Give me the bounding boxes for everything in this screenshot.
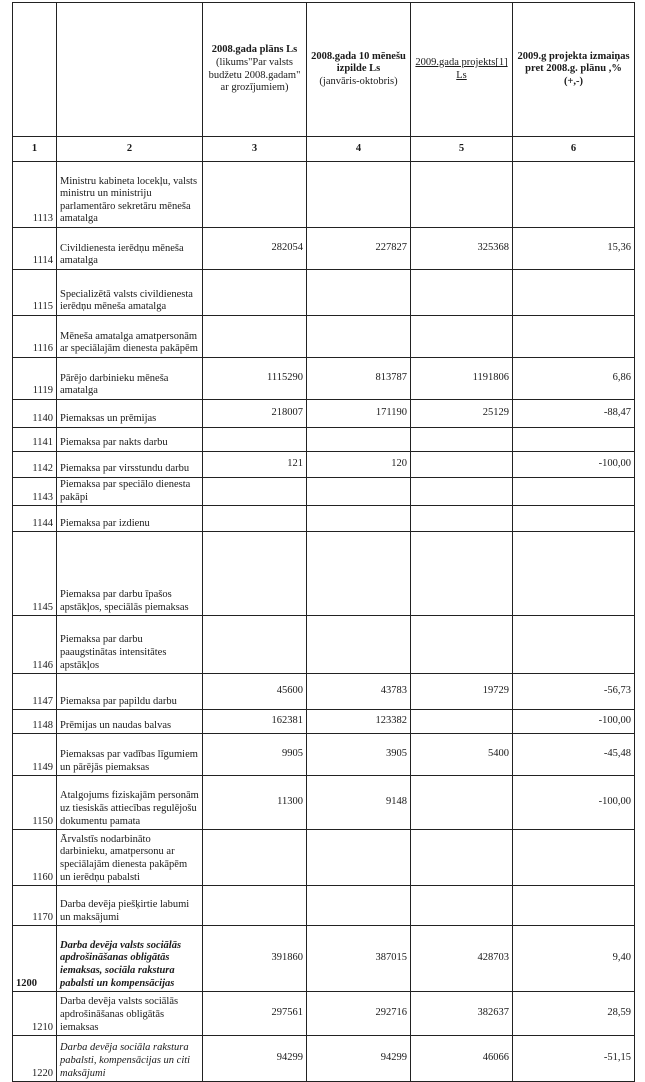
project-2009-cell [411,886,513,926]
execution-2008-cell: 3905 [307,734,411,776]
header-col3-note: (likums"Par valsts budžetu 2008.gadam" ar grozījumiem) [208,56,301,94]
plan-2008-cell [203,616,307,674]
project-2009-cell [411,616,513,674]
plan-2008-cell: 11300 [203,776,307,830]
table-row [13,734,635,776]
change-percent-cell: -45,48 [513,734,635,776]
change-percent-cell [513,506,635,532]
change-percent-cell [513,316,635,358]
project-2009-cell: 19729 [411,674,513,710]
project-2009-cell: 325368 [411,228,513,270]
table-row [13,506,635,532]
name-cell: Civildienesta ierēdņu mēneša amatalga [57,228,203,270]
execution-2008-cell: 227827 [307,228,411,270]
execution-2008-cell: 94299 [307,1036,411,1082]
change-percent-cell [513,478,635,506]
execution-2008-cell [307,616,411,674]
plan-2008-cell: 94299 [203,1036,307,1082]
name-cell: Piemaksa par virsstundu darbu [57,452,203,478]
name-cell: Darba devēja piešķirtie labumi un maksājumi [57,886,203,926]
project-2009-cell [411,506,513,532]
change-percent-cell: 15,36 [513,228,635,270]
execution-2008-cell [307,886,411,926]
change-percent-cell: -100,00 [513,776,635,830]
execution-2008-cell: 123382 [307,710,411,734]
change-percent-cell [513,162,635,228]
code-cell: 1147 [13,674,57,710]
table-row [13,616,635,674]
table-row [13,358,635,400]
code-cell: 1143 [13,478,57,506]
project-2009-cell [411,776,513,830]
execution-2008-cell [307,506,411,532]
name-cell: Darba devēja sociāla rakstura pabalsti, kompensācijas un citi maksājumi [57,1036,203,1082]
plan-2008-cell: 218007 [203,400,307,428]
code-cell: 1115 [13,270,57,316]
project-2009-cell: 382637 [411,992,513,1036]
column-number: 1 [13,137,57,162]
execution-2008-cell [307,830,411,886]
table-row [13,830,635,886]
execution-2008-cell: 120 [307,452,411,478]
column-number: 6 [513,137,635,162]
change-percent-cell [513,886,635,926]
header-col1 [13,3,57,137]
project-2009-cell [411,316,513,358]
column-number: 4 [307,137,411,162]
name-cell: Darba devēja valsts sociālās apdrošināšanas obligātās iemaksas [57,992,203,1036]
plan-2008-cell: 391860 [203,926,307,992]
change-percent-cell [513,616,635,674]
change-percent-cell: -100,00 [513,710,635,734]
name-cell: Piemaksa par darbu īpašos apstākļos, speciālās piemaksas [57,532,203,616]
plan-2008-cell: 45600 [203,674,307,710]
change-percent-cell [513,830,635,886]
name-cell: Piemaksas par vadības līgumiem un pārējās piemaksas [57,734,203,776]
header-col5 [411,3,513,137]
plan-2008-cell: 282054 [203,228,307,270]
execution-2008-cell: 387015 [307,926,411,992]
table-row [13,776,635,830]
code-cell: 1141 [13,428,57,452]
name-cell: Ārvalstīs nodarbināto darbinieku, amatpersonu ar speciālajām dienesta pakāpēm un ierēdņu pabalsti [57,830,203,886]
code-cell: 1114 [13,228,57,270]
change-percent-cell: 6,86 [513,358,635,400]
budget-table [12,2,635,1082]
table-row [13,886,635,926]
name-cell: Mēneša amatalga amatpersonām ar speciālajām dienesta pakāpēm [57,316,203,358]
project-2009-cell [411,428,513,452]
project-2009-cell [411,532,513,616]
name-cell: Piemaksa par nakts darbu [57,428,203,452]
name-cell: Ministru kabineta locekļu, valsts ministru un ministriju parlamentāro sekretāru mēneša amatalga [57,162,203,228]
header-col6-title: 2009.g projekta izmaiņas pret 2008.g. plānu ,% (+,-) [517,50,630,87]
change-percent-cell: 28,59 [513,992,635,1036]
name-cell: Piemaksa par izdienu [57,506,203,532]
name-cell: Piemaksa par darbu paaugstinātas intensitātes apstākļos [57,616,203,674]
project-2009-cell [411,452,513,478]
header-col3 [203,3,307,137]
change-percent-cell: -56,73 [513,674,635,710]
name-cell: Darba devēja valsts sociālās apdrošināšanas obligātās iemaksas, sociāla rakstura pabalsti un kompensācijas [57,926,203,992]
table-row [13,162,635,228]
table-row [13,674,635,710]
code-cell: 1142 [13,452,57,478]
code-cell: 1220 [13,1036,57,1082]
code-cell: 1113 [13,162,57,228]
project-2009-cell: 46066 [411,1036,513,1082]
execution-2008-cell [307,270,411,316]
header-col6 [513,3,635,137]
plan-2008-cell [203,886,307,926]
code-cell: 1148 [13,710,57,734]
header-col4 [307,3,411,137]
execution-2008-cell [307,428,411,452]
project-2009-cell [411,830,513,886]
name-cell: Piemaksa par papildu darbu [57,674,203,710]
code-cell: 1200 [13,926,57,992]
table-row [13,1036,635,1082]
table-body [13,162,635,1082]
execution-2008-cell [307,316,411,358]
code-cell: 1144 [13,506,57,532]
plan-2008-cell [203,532,307,616]
table-row [13,478,635,506]
change-percent-cell [513,270,635,316]
code-cell: 1146 [13,616,57,674]
code-cell: 1170 [13,886,57,926]
code-cell: 1149 [13,734,57,776]
table-row [13,452,635,478]
code-cell: 1145 [13,532,57,616]
change-percent-cell: -88,47 [513,400,635,428]
name-cell: Piemaksa par speciālo dienesta pakāpi [57,478,203,506]
project-2009-cell: 428703 [411,926,513,992]
header-col3-title: 2008.gada plāns Ls [211,44,298,56]
table-row [13,228,635,270]
execution-2008-cell [307,532,411,616]
execution-2008-cell: 292716 [307,992,411,1036]
execution-2008-cell: 43783 [307,674,411,710]
table-row [13,400,635,428]
plan-2008-cell [203,478,307,506]
change-percent-cell: -100,00 [513,452,635,478]
project-2009-cell [411,710,513,734]
header-col5-link[interactable]: 2009.gada projekts[1] Ls [415,56,508,81]
table-row [13,992,635,1036]
change-percent-cell: -51,15 [513,1036,635,1082]
code-cell: 1140 [13,400,57,428]
execution-2008-cell: 171190 [307,400,411,428]
header-col2 [57,3,203,137]
code-cell: 1210 [13,992,57,1036]
execution-2008-cell: 9148 [307,776,411,830]
table-row [13,428,635,452]
code-cell: 1160 [13,830,57,886]
column-number-row [13,137,635,162]
change-percent-cell [513,428,635,452]
plan-2008-cell: 297561 [203,992,307,1036]
plan-2008-cell: 9905 [203,734,307,776]
code-cell: 1116 [13,316,57,358]
column-number: 2 [57,137,203,162]
execution-2008-cell: 813787 [307,358,411,400]
name-cell: Prēmijas un naudas balvas [57,710,203,734]
column-number: 5 [411,137,513,162]
table-row [13,926,635,992]
project-2009-cell [411,270,513,316]
name-cell: Pārējo darbinieku mēneša amatalga [57,358,203,400]
plan-2008-cell [203,830,307,886]
plan-2008-cell [203,316,307,358]
project-2009-cell: 5400 [411,734,513,776]
project-2009-cell [411,478,513,506]
plan-2008-cell: 1115290 [203,358,307,400]
table-row [13,316,635,358]
project-2009-cell: 25129 [411,400,513,428]
plan-2008-cell [203,506,307,532]
plan-2008-cell: 162381 [203,710,307,734]
code-cell: 1119 [13,358,57,400]
table-row [13,532,635,616]
plan-2008-cell [203,270,307,316]
header-col4-note: (janvāris-oktobris) [319,75,398,87]
table-row [13,270,635,316]
change-percent-cell: 9,40 [513,926,635,992]
header-row [13,3,635,137]
plan-2008-cell [203,162,307,228]
project-2009-cell: 1191806 [411,358,513,400]
header-col4-title: 2008.gada 10 mēnešu izpilde Ls [311,50,406,75]
name-cell: Piemaksas un prēmijas [57,400,203,428]
change-percent-cell [513,532,635,616]
plan-2008-cell: 121 [203,452,307,478]
budget-table-sheet [12,2,634,1082]
code-cell: 1150 [13,776,57,830]
project-2009-cell [411,162,513,228]
column-number: 3 [203,137,307,162]
name-cell: Specializētā valsts civildienesta ierēdņu mēneša amatalga [57,270,203,316]
plan-2008-cell [203,428,307,452]
execution-2008-cell [307,162,411,228]
execution-2008-cell [307,478,411,506]
table-row [13,710,635,734]
name-cell: Atalgojums fiziskajām personām uz tiesiskās attiecības regulējošu dokumentu pamata [57,776,203,830]
